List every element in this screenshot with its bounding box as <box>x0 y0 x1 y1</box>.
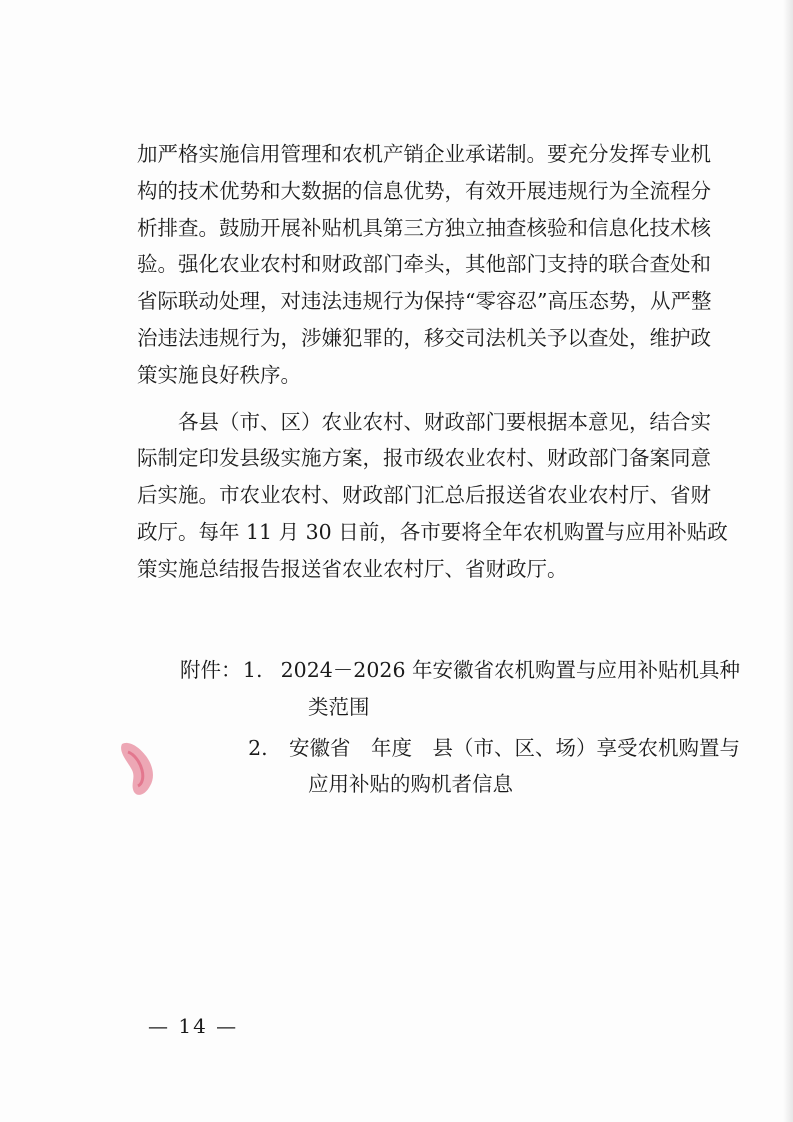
text-line: 后实施。市农业农村、财政部门汇总后报送省农业农村厅、省财 <box>137 483 711 508</box>
text-line: 各县（市、区）农业农村、财政部门要根据本意见，结合实 <box>178 409 711 434</box>
attachment-title: 安徽省 年度 县（市、区、场）享受农机购置与 <box>289 735 740 760</box>
paragraph <box>137 404 737 588</box>
text-line: 构的技术优势和大数据的信息优势，有效开展违规行为全流程分 <box>137 178 711 203</box>
attachment-title-continued: 类范围 <box>308 694 370 719</box>
text-line: 省际联动处理，对违法违规行为保持“零容忍”高压态势，从严整 <box>137 289 712 314</box>
attachment-number: 1. <box>242 658 263 682</box>
text-line: 际制定印发县级实施方案，报市级农业农村、财政部门备案同意 <box>137 446 711 471</box>
paragraph <box>137 136 737 394</box>
body-text <box>137 136 737 588</box>
attachment-item <box>180 652 740 689</box>
text-line: 验。强化农业农村和财政部门牵头，其他部门支持的联合查处和 <box>137 252 711 277</box>
attachment-number: 2. <box>248 735 268 760</box>
attachments-label: 附件： <box>180 658 242 682</box>
red-seal-fragment <box>116 738 160 800</box>
attachment-title: 2024－2026 年安徽省农机购置与应用补贴机具种 <box>280 658 740 682</box>
attachment-item <box>180 730 740 767</box>
scan-edge-shadow <box>783 0 793 1122</box>
text-line: 加严格实施信用管理和农机产销企业承诺制。要充分发挥专业机 <box>137 142 711 166</box>
text-line: 政厅。每年 11 月 30 日前，各市要将全年农机购置与应用补贴政 <box>137 519 728 544</box>
text-line: 治违法违规行为，涉嫌犯罪的，移交司法机关予以查处，维护政 <box>137 325 711 350</box>
attachments-list <box>180 652 740 803</box>
text-line: 策实施良好秩序。 <box>137 362 301 387</box>
page-number: — 14 — <box>148 1014 239 1038</box>
text-line: 析排查。鼓励开展补贴机具第三方独立抽查核验和信息化技术核 <box>137 215 711 240</box>
attachment-title-continued: 应用补贴的购机者信息 <box>308 772 513 797</box>
text-line: 策实施总结报告报送省农业农村厅、省财政厅。 <box>137 556 568 581</box>
